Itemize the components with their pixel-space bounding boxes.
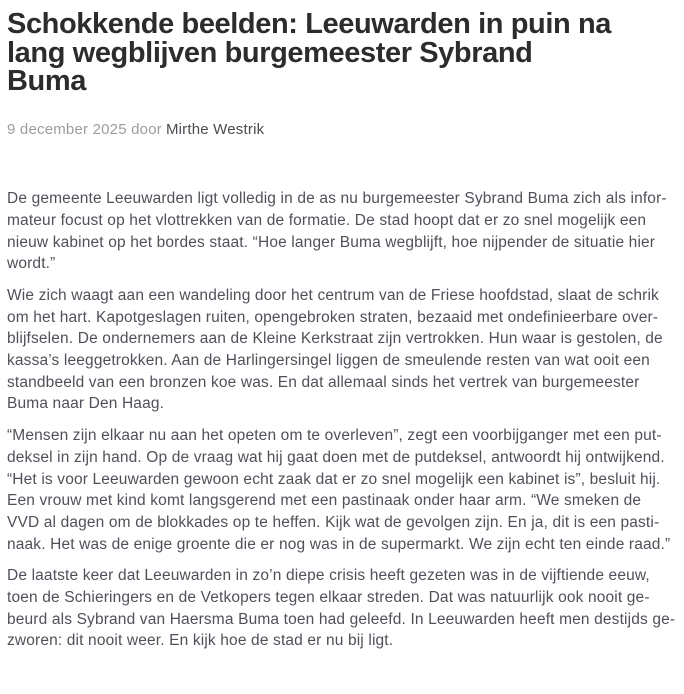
article-title-line: Schokkende beelden: Leeuwarden in puin na bbox=[7, 8, 611, 40]
article-title-line: Buma bbox=[7, 65, 86, 98]
paragraph-line: deksel in zijn hand. Op de vraag wat hij gaat doen met de putdeksel, antwoordt hij ontwijkend. bbox=[7, 448, 665, 466]
paragraph-line: beurd als Sybrand van Haersma Buma toen had geleefd. In Leeuwarden heeft men destijds ge- bbox=[7, 610, 676, 628]
byline-author-link[interactable]: Mirthe Westrik bbox=[165, 121, 265, 139]
paragraph-line: VVD al dagen om de blokkades op te heffen. Kijk wat de gevolgen zijn. En ja, dit is een pasti- bbox=[7, 513, 660, 531]
paragraph-line: blijfselen. De ondernemers aan de Kleine Kerkstraat zijn vertrokken. Hun waar is gestolen, de bbox=[7, 330, 663, 348]
paragraph-line: zworen: dit nooit weer. En kijk hoe de stad er nu bij ligt. bbox=[7, 632, 394, 650]
paragraph-line: Buma naar Den Haag. bbox=[7, 395, 165, 413]
paragraph-line: Wie zich waagt aan een wandeling door het centrum van de Friese hoofdstad, slaat de schrik bbox=[7, 286, 659, 304]
paragraph-line: De laatste keer dat Leeuwarden in zo’n diepe crisis heeft gezeten was in de vijftiende eeuw, bbox=[7, 567, 650, 585]
paragraph-line: naak. Het was de enige groente die er nog was in de supermarkt. We zijn echt ten einde raad.” bbox=[7, 535, 671, 553]
paragraph-line: nieuw kabinet op het bordes staat. “Hoe langer Buma wegblijft, hoe nijpender de situatie hier bbox=[7, 233, 656, 251]
paragraph bbox=[7, 188, 678, 275]
paragraph bbox=[7, 565, 678, 652]
paragraph-line: mateur focust op het vlottrekken van de formatie. De stad hoopt dat er zo snel mogelijk een bbox=[7, 211, 647, 229]
paragraph-line: “Mensen zijn elkaar nu aan het opeten om te overleven”, zegt een voorbijganger met een put- bbox=[7, 427, 662, 445]
article-body bbox=[7, 188, 678, 652]
paragraph-line: “Het is voor Leeuwarden gewoon echt zaak dat er zo snel mogelijk een kabinet is”, besluit hij. bbox=[7, 470, 661, 488]
paragraph-line: kassa’s leeggetrokken. Aan de Harlingersingel liggen de smeulende resten van wat ooit een bbox=[7, 352, 650, 370]
paragraph bbox=[7, 285, 678, 415]
byline-date: 9 december 2025 door bbox=[7, 121, 162, 139]
paragraph-line: toen de Schieringers en de Vetkopers tegen elkaar streden. Dat was natuurlijk ook nooit ge- bbox=[7, 589, 650, 607]
paragraph-line: om het hart. Kapotgeslagen ruiten, opengebroken straten, bezaaid met ondefinieerbare over- bbox=[7, 308, 659, 326]
paragraph-line: De gemeente Leeuwarden ligt volledig in de as nu burgemeester Sybrand Buma zich als infor- bbox=[7, 190, 667, 208]
paragraph-line: wordt.” bbox=[7, 255, 56, 273]
paragraph bbox=[7, 425, 678, 555]
article-title-line: lang wegblijven burgemeester Sybrand bbox=[7, 36, 533, 69]
byline bbox=[7, 120, 678, 140]
article-title bbox=[7, 10, 678, 96]
paragraph-line: Een vrouw met kind komt langsgerend met een pastinaak onder haar arm. “We smeken de bbox=[7, 492, 642, 510]
paragraph-line: standbeeld van een bronzen koe was. En dat allemaal sinds het vertrek van burgemeester bbox=[7, 373, 640, 391]
